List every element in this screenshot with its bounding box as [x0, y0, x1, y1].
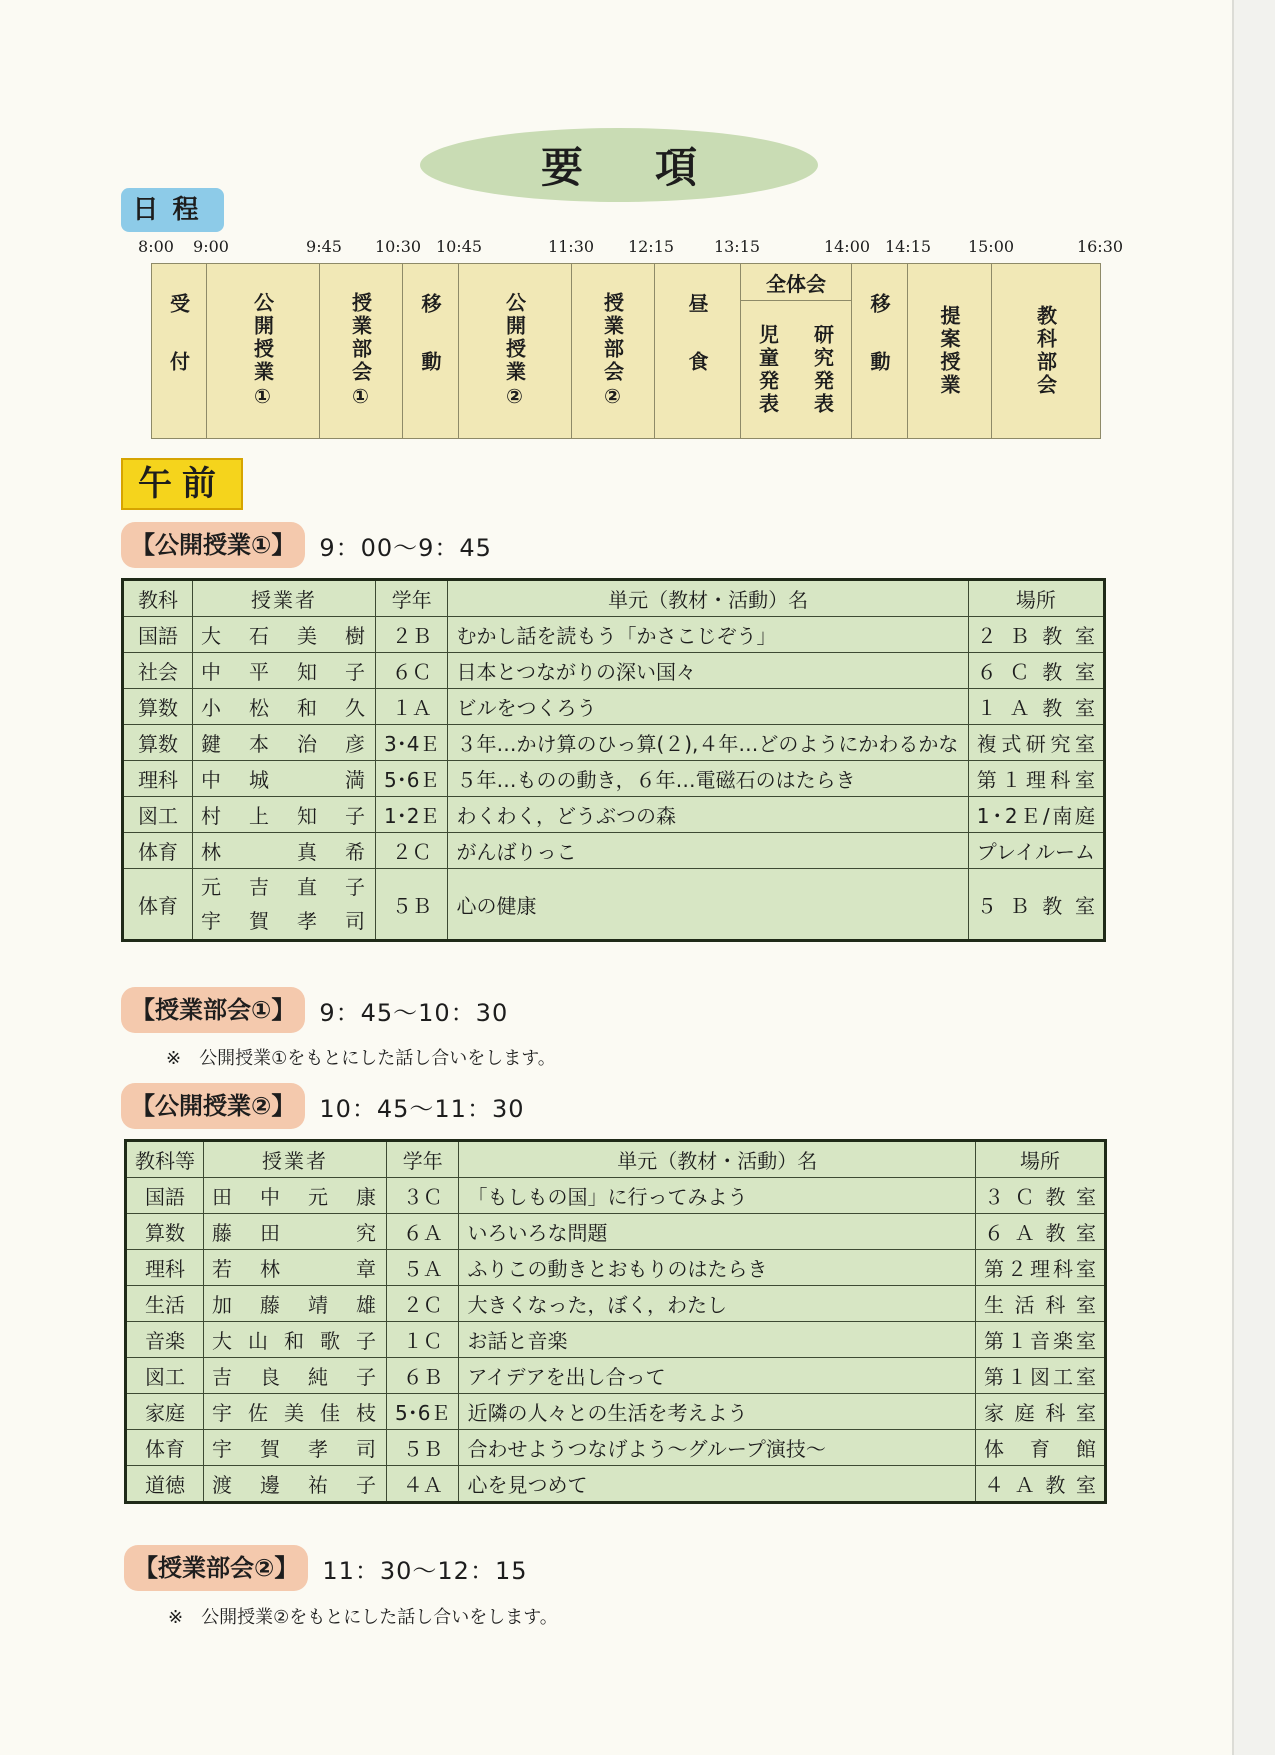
meeting2-note: ※ 公開授業②をもとにした話し合いをします。	[168, 1607, 558, 1628]
cell-unit: 大きくなった，ぼく，わたし	[459, 1286, 976, 1322]
table-row	[123, 797, 1105, 833]
cell-teacher: 若林 章	[204, 1250, 387, 1286]
cell-subject: 算数	[126, 1214, 204, 1250]
cell-place: 1･2Ｅ/南庭	[968, 797, 1104, 833]
schedule-block-general-meeting: 全体会	[740, 263, 852, 301]
table-row	[126, 1250, 1106, 1286]
cell-place: プレイルーム	[968, 833, 1104, 869]
meeting1-title: 【授業部会①】	[121, 987, 305, 1033]
table-header-row	[126, 1141, 1106, 1178]
cell-unit: 「もしもの国」に行ってみよう	[459, 1178, 976, 1214]
header-teacher: 授業者	[193, 580, 376, 617]
cell-grade: ６Ｃ	[376, 653, 448, 689]
cell-teacher: 田中元康	[204, 1178, 387, 1214]
cell-unit: 心を見つめて	[459, 1466, 976, 1503]
table-row	[126, 1358, 1106, 1394]
schedule-block-class-meeting-1: 授業部会①	[319, 263, 403, 439]
cell-place: ６Ｃ教室	[968, 653, 1104, 689]
header-unit: 単元（教材・活動）名	[459, 1141, 976, 1178]
table-row	[126, 1394, 1106, 1430]
cell-place: ２Ｂ教室	[968, 617, 1104, 653]
page-title: 要項	[420, 128, 818, 202]
header-teacher: 授業者	[204, 1141, 387, 1178]
schedule-sub-research-presentation: 研究発表	[795, 300, 852, 439]
cell-place: 家庭科室	[976, 1394, 1106, 1430]
cell-grade: 5･6Ｅ	[376, 761, 448, 797]
time-label: 9:45	[306, 237, 342, 256]
table-row	[126, 1286, 1106, 1322]
cell-teacher: 藤田 究	[204, 1214, 387, 1250]
cell-grade: ２Ｃ	[387, 1286, 459, 1322]
cell-unit: ３年…かけ算のひっ算(２),４年…どのようにかわるかな	[448, 725, 968, 761]
cell-teacher: 宇賀孝司	[201, 909, 367, 933]
time-label: 15:00	[967, 237, 1015, 256]
cell-subject: 算数	[123, 725, 193, 761]
cell-unit: がんばりっこ	[448, 833, 968, 869]
session1-table	[121, 578, 1106, 942]
cell-grade: 1･2Ｅ	[376, 797, 448, 833]
cell-place: 第１理科室	[968, 761, 1104, 797]
cell-teacher: 吉良純子	[204, 1358, 387, 1394]
cell-subject: 家庭	[126, 1394, 204, 1430]
schedule-block-proposal-class: 提案授業	[907, 263, 992, 439]
cell-teacher-pair	[193, 869, 376, 941]
cell-unit: アイデアを出し合って	[459, 1358, 976, 1394]
cell-unit: ５年…ものの動き，６年…電磁石のはたらき	[448, 761, 968, 797]
table-row	[123, 833, 1105, 869]
page-edge	[1232, 0, 1275, 1755]
cell-place: 生活科室	[976, 1286, 1106, 1322]
cell-subject: 社会	[123, 653, 193, 689]
cell-subject: 音楽	[126, 1322, 204, 1358]
session2-table	[124, 1139, 1107, 1504]
cell-place: 複式研究室	[968, 725, 1104, 761]
table-row	[126, 1178, 1106, 1214]
table-row	[126, 1214, 1106, 1250]
meeting2-title: 【授業部会②】	[124, 1545, 308, 1591]
table-row	[126, 1322, 1106, 1358]
schedule-heading: 日程	[121, 188, 224, 232]
cell-grade: 5･6Ｅ	[387, 1394, 459, 1430]
cell-subject: 道徳	[126, 1466, 204, 1503]
cell-grade: ２Ｂ	[376, 617, 448, 653]
table-row	[123, 725, 1105, 761]
meeting2-time: 11：30～12：15	[322, 1556, 528, 1585]
time-label: 9:00	[193, 237, 229, 256]
cell-place: ４Ａ教室	[976, 1466, 1106, 1503]
time-label: 10:45	[435, 237, 483, 256]
cell-subject: 国語	[123, 617, 193, 653]
cell-grade: １Ａ	[376, 689, 448, 725]
schedule-block-class-meeting-2: 授業部会②	[571, 263, 655, 439]
table-row	[123, 869, 1105, 941]
cell-teacher: 中城 満	[193, 761, 376, 797]
session2-title: 【公開授業②】	[121, 1083, 305, 1129]
cell-place: ３Ｃ教室	[976, 1178, 1106, 1214]
cell-place: 体育館	[976, 1430, 1106, 1466]
table-row	[123, 653, 1105, 689]
session2-time: 10：45～11：30	[319, 1094, 525, 1123]
cell-grade: 3･4Ｅ	[376, 725, 448, 761]
cell-unit: いろいろな問題	[459, 1214, 976, 1250]
cell-unit: お話と音楽	[459, 1322, 976, 1358]
cell-teacher: 宇賀孝司	[204, 1430, 387, 1466]
cell-unit: 日本とつながりの深い国々	[448, 653, 968, 689]
cell-subject: 理科	[123, 761, 193, 797]
schedule-block-open-class-2: 公開授業②	[458, 263, 572, 439]
cell-place: １Ａ教室	[968, 689, 1104, 725]
header-place: 場所	[968, 580, 1104, 617]
cell-subject: 生活	[126, 1286, 204, 1322]
cell-teacher: 宇佐美佳枝	[204, 1394, 387, 1430]
cell-grade: １Ｃ	[387, 1322, 459, 1358]
cell-subject: 理科	[126, 1250, 204, 1286]
schedule-block-lunch: 昼食	[654, 263, 741, 439]
cell-unit: 心の健康	[448, 869, 968, 941]
cell-grade: ３Ｃ	[387, 1178, 459, 1214]
header-unit: 単元（教材・活動）名	[448, 580, 968, 617]
schedule-table	[151, 263, 1101, 439]
header-place: 場所	[976, 1141, 1106, 1178]
cell-unit: 合わせようつなげよう～グループ演技～	[459, 1430, 976, 1466]
cell-subject: 図工	[123, 797, 193, 833]
header-subject: 教科	[123, 580, 193, 617]
cell-unit: わくわく，どうぶつの森	[448, 797, 968, 833]
schedule-block-move: 移動	[402, 263, 459, 439]
schedule-block-reception: 受付	[151, 263, 207, 439]
session1-title: 【公開授業①】	[121, 522, 305, 568]
cell-place: 第１図工室	[976, 1358, 1106, 1394]
schedule-sub-student-presentation: 児童発表	[740, 300, 797, 439]
header-grade: 学年	[387, 1141, 459, 1178]
cell-teacher: 渡邊祐子	[204, 1466, 387, 1503]
cell-grade: ２Ｃ	[376, 833, 448, 869]
cell-unit: ふりこの動きとおもりのはたらき	[459, 1250, 976, 1286]
meeting1-note: ※ 公開授業①をもとにした話し合いをします。	[166, 1048, 556, 1069]
header-subject: 教科等	[126, 1141, 204, 1178]
time-axis	[0, 237, 1275, 259]
cell-place: ５Ｂ教室	[968, 869, 1104, 941]
time-label: 12:15	[627, 237, 675, 256]
cell-teacher: 中平知子	[193, 653, 376, 689]
meeting1-heading	[121, 987, 508, 1033]
schedule-block-subject-meeting: 教科部会	[991, 263, 1101, 439]
time-label: 14:00	[823, 237, 871, 256]
schedule-block-open-class-1: 公開授業①	[206, 263, 320, 439]
schedule-block-move-2: 移動	[851, 263, 908, 439]
cell-place: ６Ａ教室	[976, 1214, 1106, 1250]
cell-teacher: 元吉直子	[201, 875, 367, 899]
cell-place: 第１音楽室	[976, 1322, 1106, 1358]
cell-teacher: 加藤靖雄	[204, 1286, 387, 1322]
cell-unit: ビルをつくろう	[448, 689, 968, 725]
table-row	[123, 761, 1105, 797]
cell-subject: 体育	[123, 833, 193, 869]
cell-place: 第２理科室	[976, 1250, 1106, 1286]
morning-label: 午前	[121, 458, 243, 510]
time-label: 10:30	[374, 237, 422, 256]
cell-teacher: 鍵本治彦	[193, 725, 376, 761]
header-grade: 学年	[376, 580, 448, 617]
cell-grade: ５Ｂ	[376, 869, 448, 941]
cell-subject: 体育	[123, 869, 193, 941]
cell-subject: 国語	[126, 1178, 204, 1214]
cell-teacher: 林 真希	[193, 833, 376, 869]
cell-grade: ４Ａ	[387, 1466, 459, 1503]
cell-teacher: 大山和歌子	[204, 1322, 387, 1358]
cell-teacher: 村上知子	[193, 797, 376, 833]
cell-unit: 近隣の人々との生活を考えよう	[459, 1394, 976, 1430]
cell-grade: ６Ａ	[387, 1214, 459, 1250]
cell-subject: 体育	[126, 1430, 204, 1466]
table-row	[126, 1430, 1106, 1466]
meeting2-heading	[124, 1545, 527, 1591]
time-label: 13:15	[713, 237, 761, 256]
time-label: 14:15	[884, 237, 932, 256]
cell-grade: ５Ｂ	[387, 1430, 459, 1466]
session2-heading	[121, 1083, 524, 1129]
cell-teacher: 大石美樹	[193, 617, 376, 653]
table-header-row	[123, 580, 1105, 617]
session1-time: 9：00～9：45	[319, 533, 492, 562]
cell-subject: 算数	[123, 689, 193, 725]
cell-grade: ５Ａ	[387, 1250, 459, 1286]
cell-subject: 図工	[126, 1358, 204, 1394]
table-row	[123, 689, 1105, 725]
table-row	[126, 1466, 1106, 1503]
meeting1-time: 9：45～10：30	[319, 998, 509, 1027]
table-row	[123, 617, 1105, 653]
cell-unit: むかし話を読もう「かさこじぞう」	[448, 617, 968, 653]
time-label: 11:30	[547, 237, 595, 256]
cell-teacher: 小松和久	[193, 689, 376, 725]
time-label: 16:30	[1076, 237, 1124, 256]
cell-grade: ６Ｂ	[387, 1358, 459, 1394]
time-label: 8:00	[138, 237, 174, 256]
session1-heading	[121, 522, 492, 568]
